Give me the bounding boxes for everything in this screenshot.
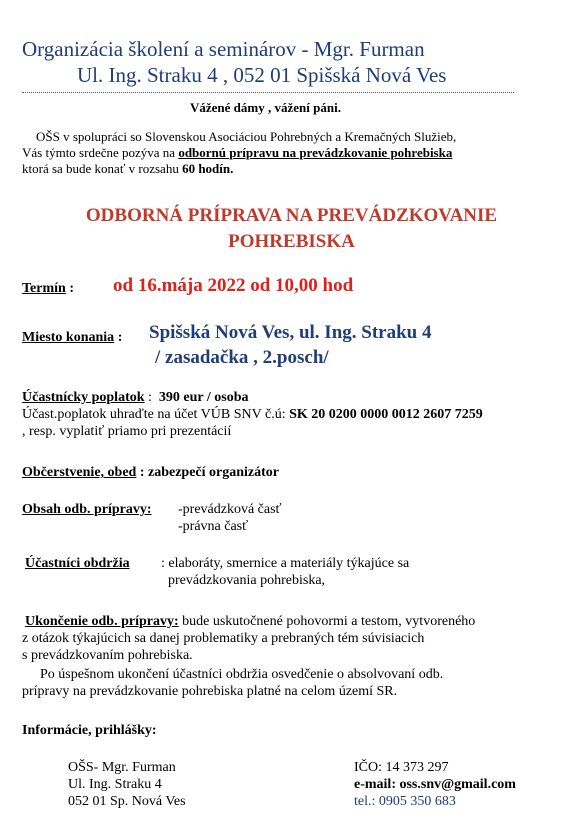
poplatok-iban: SK 20 0200 0000 0012 2607 7259	[289, 407, 483, 422]
termin-row	[22, 280, 74, 297]
intro-course-highlight: odbornú prípravu na prevádzkovanie pohrebiska	[178, 145, 453, 160]
miesto-label: Miesto konania	[22, 330, 115, 345]
ucastnici-label: Účastníci obdržia	[25, 556, 130, 571]
ukoncenie-row	[25, 613, 475, 630]
obsah-item-2: -právna časť	[178, 519, 249, 534]
header-address: Ul. Ing. Straku 4 , 052 01 Spišská Nová Ves	[77, 63, 447, 87]
contact-street: Ul. Ing. Straku 4	[68, 777, 162, 792]
ucastnici-value-2: prevádzkovania pohrebiska,	[168, 573, 326, 588]
course-title-line-1: ODBORNÁ PRÍPRAVA NA PREVÁDZKOVANIE	[85, 205, 498, 226]
miesto-value-1: Spišská Nová Ves, ul. Ing. Straku 4	[149, 322, 432, 343]
course-title-line-2: POHREBISKA	[228, 231, 355, 252]
miesto-row	[22, 329, 122, 346]
ukoncenie-line-5: prípravy na prevádzkovanie pohrebiska platné na celom území SR.	[22, 684, 398, 699]
greeting: Vážené dámy , vážení páni.	[190, 100, 341, 115]
intro-line-2-text: Vás týmto srdečne pozýva na	[22, 145, 179, 160]
obsah-item-1: -prevádzková časť	[178, 502, 282, 517]
ukoncenie-line-3: s prevádzkovaním pohrebiska.	[22, 648, 193, 663]
header-divider	[22, 92, 514, 93]
termin-sep: :	[65, 281, 74, 296]
poplatok-account	[22, 406, 483, 423]
ucastnici-value-1: : elaboráty, smernice a materiály týkajúce sa	[161, 556, 410, 571]
info-label: Informácie, prihlášky:	[22, 723, 157, 738]
obsah-label: Obsah odb. prípravy:	[22, 502, 152, 517]
poplatok-label: Účastnícky poplatok	[22, 390, 145, 405]
ukoncenie-label: Ukončenie odb. prípravy:	[25, 614, 179, 629]
termin-label: Termín	[22, 281, 66, 296]
intro-line-1: OŠS v spolupráci so Slovenskou Asociáciou Pohrebných a Kremačných Služieb,	[36, 129, 457, 144]
contact-ico: IČO: 14 373 297	[354, 760, 449, 775]
miesto-sep: :	[114, 330, 123, 345]
header-organization: Organizácia školení a seminárov - Mgr. Furman	[22, 37, 425, 61]
poplatok-row	[22, 389, 249, 406]
intro-line-3	[22, 161, 233, 177]
termin-value: od 16.mája 2022 od 10,00 hod	[113, 275, 354, 296]
poplatok-note: , resp. vyplatiť priamo pri prezentácií	[22, 424, 232, 439]
intro-line-3-text: ktorá sa bude konať v rozsahu	[22, 161, 183, 176]
contact-name: OŠS- Mgr. Furman	[68, 760, 176, 775]
ukoncenie-line-1: bude uskutočnené pohovormi a testom, vytvoreného	[178, 614, 476, 629]
intro-line-2	[22, 145, 452, 161]
poplatok-sep: :	[144, 390, 152, 405]
contact-email[interactable]: e-mail: oss.snv@gmail.com	[354, 777, 516, 792]
poplatok-value: 390 eur / osoba	[158, 390, 249, 405]
obcerstvenie-label: Občerstvenie, obed	[22, 465, 137, 480]
obcerstvenie-row	[22, 464, 279, 481]
obcerstvenie-value: : zabezpečí organizátor	[136, 465, 280, 480]
intro-hours: 60 hodín.	[182, 161, 234, 176]
poplatok-account-text: Účast.poplatok uhraďte na účet VÚB SNV č.ú:	[22, 407, 290, 422]
ukoncenie-line-4: Po úspešnom ukončení účastníci obdržia osvedčenie o absolvovaní odb.	[40, 667, 444, 682]
miesto-value-2: / zasadačka , 2.posch/	[155, 347, 329, 368]
contact-phone[interactable]: tel.: 0905 350 683	[354, 794, 456, 809]
contact-city: 052 01 Sp. Nová Ves	[68, 794, 186, 809]
ukoncenie-line-2: z otázok týkajúcich sa danej problematiky a prebraných tém súvisiacich	[22, 631, 425, 646]
